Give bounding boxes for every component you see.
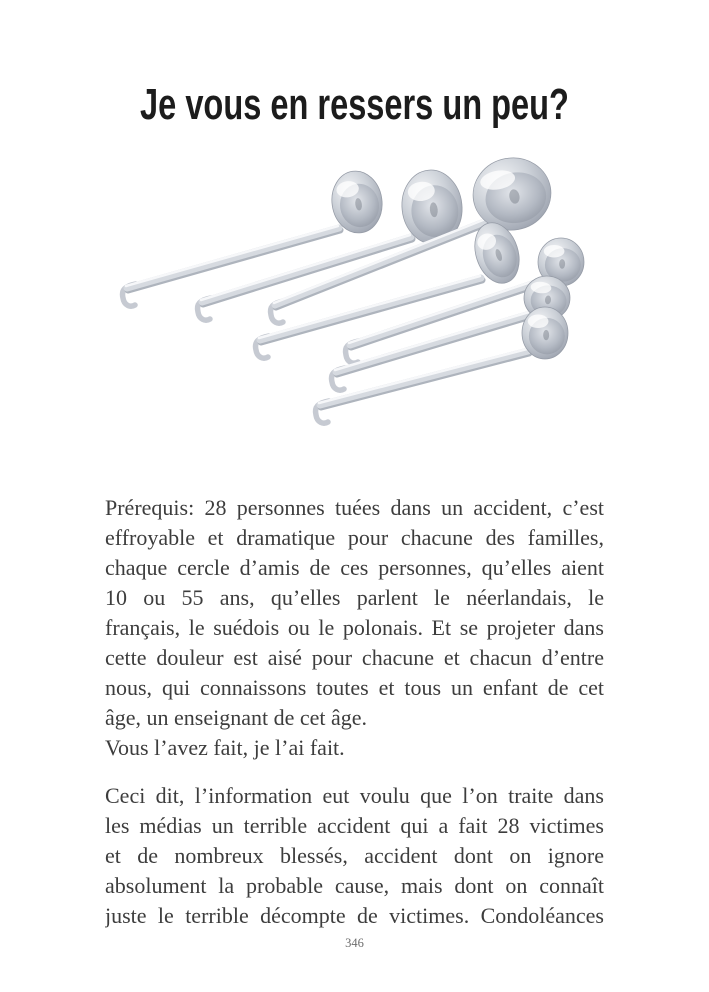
ladles-photo-illustration [105,152,602,450]
page-number: 346 [345,936,364,950]
body-line: Prérequis: 28 personnes tuées dans un accident, c’est [105,495,604,520]
body-text [105,493,604,931]
body-line: Ceci dit, l’information eut voulu que l’on traite dans [105,783,604,808]
body-line: nous, qui connaissons toutes et tous un enfant de cet [105,675,604,700]
body-line: chaque cercle d’amis de ces personnes, qu’elles aient [105,555,604,580]
body-line: juste le terrible décompte de victimes. Condoléances [105,903,604,928]
body-line: et de nombreux blessés, accident dont on ignore [105,843,604,868]
body-line: âge, un enseignant de cet âge. [105,705,368,730]
body-line: absolument la probable cause, mais dont on connaît [105,873,604,898]
ladles-photo [105,152,602,450]
paragraph [105,493,604,763]
body-line: Vous l’avez fait, je l’ai fait. [105,735,345,760]
paragraph [105,781,604,931]
page-title: Je vous en ressers un peu? [140,80,569,129]
body-line: cette douleur est aisé pour chacune et chacun d’entre [105,645,604,670]
body-line: français, le suédois ou le polonais. Et se projeter dans [105,615,604,640]
body-line: 10 ou 55 ans, qu’elles parlent le néerlandais, le [105,585,604,610]
body-line: effroyable et dramatique pour chacune des familles, [105,525,604,550]
body-line: les médias un terrible accident qui a fait 28 victimes [105,813,604,838]
